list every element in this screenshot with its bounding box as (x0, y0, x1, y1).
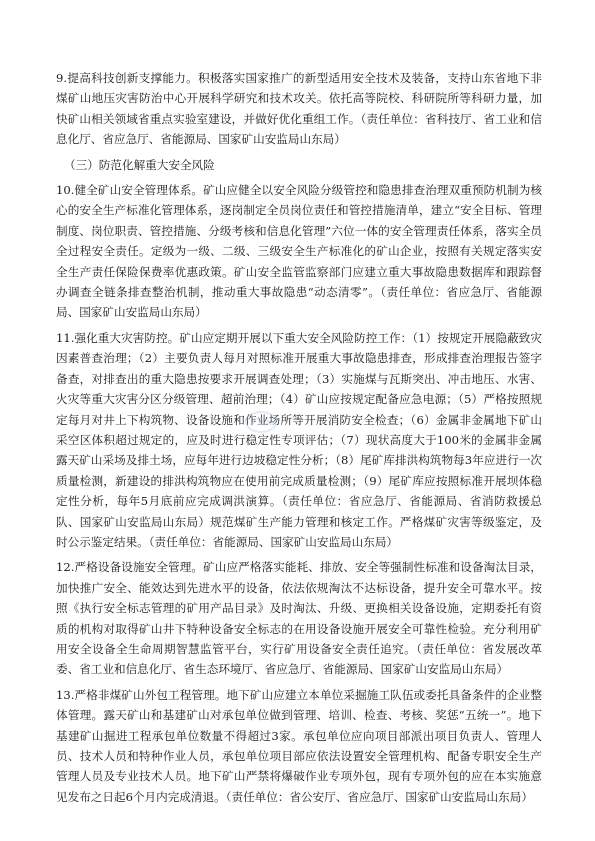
paragraph-item-11: 11.强化重大灾害防控。矿山应定期开展以下重大安全风险防控工作：（1）按规定开展隐蔽致灾因素普查治理；（2）主要负责人每月对照标准开展重大事故隐患排查，形成排查治理报告签字备查，对排查出的重大隐患按要求开展调查处理；（3）实施煤与瓦斯突出、冲击地压、水害、火灾等重大灾害分区分级管理、超前治理；（4）矿山应按规定配备应急电源；（5）严格按照规定每月对井上下构筑物、设备设施和作业场所等开展消防安全检查；（6）金属非金属地下矿山采空区体积超过规定的，应及时进行稳定性专项评估；（7）现状高度大于100米的金属非金属露天矿山采场及排土场，应每年进行边坡稳定性分析；（8）尾矿库排洪构筑物每3年应进行一次质量检测，新建设的排洪构筑物应在使用前完成质量检测；（9）尾矿库应按照标准开展坝体稳定性分析，每年5月底前应完成调洪演算。（责任单位：省应急厅、省能源局、省消防救援总队、国家矿山安监局山东局）规范煤矿生产能力管理和核定工作。严格煤矿灾害等级鉴定，及时公示鉴定结果。（责任单位：省能源局、国家矿山安监局山东局） (56, 330, 542, 549)
paragraph-item-13: 13.严格非煤矿山外包工程管理。地下矿山应建立本单位采掘施工队伍或委托具备条件的企业整体管理。露天矿山和基建矿山对承包单位做到管理、培训、检查、考核、奖惩“五统一”。地下基建矿山掘进工程承包单位数量不得超过3家。承包单位应向项目部派出项目负责人、管理人员、技术人员和特种作业人员，承包单位项目部应依法设置安全管理机构、配备专职安全生产管理人员及专业技术人员。地下矿山严禁将爆破作业专项外包，现有专项外包的应在本实施意见发布之日起6个月内完成清退。（责任单位：省公安厅、省应急厅、国家矿山安监局山东局） (56, 687, 542, 804)
paragraph-item-12: 12.严格设备设施安全管理。矿山应严格落实能耗、排放、安全等强制性标准和设备淘汰目录，加快推广安全、能效达到先进水平的设备，依法依规淘汰不达标设备，提升安全可靠水平。按照《执行安全标志管理的矿用产品目录》及时淘汰、升级、更换相关设备设施，定期委托有资质的机构对取得矿山井下特种设备安全标志的在用设备设施开展安全可靠性检验。充分利用矿用安全设备全生命周期智慧监管平台，实行矿用设备安全责任追究。（责任单位：省发展改革委、省工业和信息化厅、省生态环境厅、省应急厅、省能源局、国家矿山安监局山东局） (56, 560, 542, 677)
document-body (56, 68, 542, 807)
paragraph-item-9: 9.提高科技创新支撑能力。积极落实国家推广的新型适用安全技术及装备，支持山东省地下非煤矿山地压灾害防治中心开展科学研究和技术攻关。依托高等院校、科研院所等科研力量，加快矿山相关领域省重点实验室建设，并做好优化重组工作。（责任单位：省科技厅、省工业和信息化厅、省应急厅、省能源局、国家矿山安监局山东局） (56, 71, 542, 147)
paragraph-item-10: 10.健全矿山安全管理体系。矿山应健全以安全风险分级管控和隐患排查治理双重预防机制为核心的安全生产标准化管理体系，逐岗制定全员岗位责任和管控措施清单，建立“安全目标、管理制度、岗位职责、管控措施、分级考核和信息化管理”六位一体的安全管理责任体系，落实全员全过程安全责任。定级为一级、二级、三级安全生产标准化的矿山企业，按照有关规定落实安全生产责任保险保费率优惠政策。矿山安全监管监察部门应建立重大事故隐患数据库和跟踪督办调查全链条排查整治机制，推动重大事故隐患“动态清零”。（责任单位：省应急厅、省能源局、国家矿山安监局山东局） (56, 183, 542, 320)
section-heading-3: （三）防范化解重大安全风险 (64, 157, 215, 172)
